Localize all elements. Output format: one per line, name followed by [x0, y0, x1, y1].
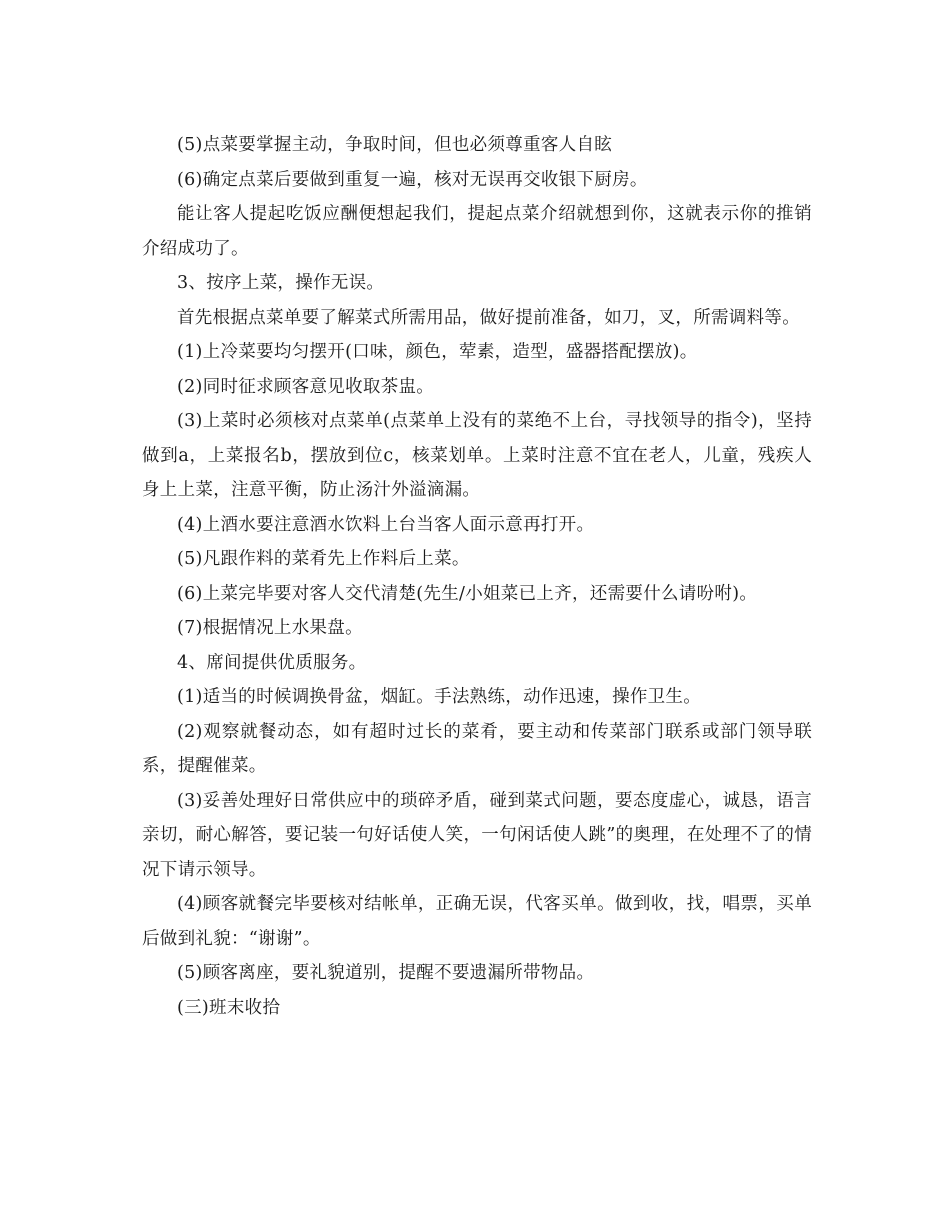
- paragraph: 首先根据点菜单要了解菜式所需用品，做好提前准备，如刀，叉，所需调料等。: [177, 307, 800, 328]
- list-item: (5)顾客离座，要礼貌道别，提醒不要遗漏所带物品。: [177, 963, 595, 983]
- list-item: (2)观察就餐动态，如有超时过长的菜肴，要主动和传菜部门联系或部门领导联系，提醒催菜。: [142, 721, 812, 776]
- paragraph: (6)确定点菜后要做到重复一遍，核对无误再交收银下厨房。: [177, 169, 648, 190]
- section-heading: 4、席间提供优质服务。: [177, 652, 367, 673]
- paragraph: (5)点菜要掌握主动，争取时间，但也必须尊重客人自眩: [177, 135, 613, 155]
- list-item: (4)上酒水要注意酒水饮料上台当客人面示意再打开。: [177, 514, 595, 535]
- list-item: (3)上菜时必须核对点菜单(点菜单上没有的菜绝不上台，寻找领导的指令)，坚持做到a，上菜报名b，摆放到位c，核菜划单。上菜时注意不宜在老人，儿童，残疾人身上上菜，注意平衡，防止汤汁外溢滴漏。: [142, 411, 812, 500]
- list-item: (4)顾客就餐完毕要核对结帐单，正确无误，代客买单。做到收，找，唱票，买单后做到礼貌：“谢谢”。: [142, 894, 812, 949]
- section-heading: (三)班末收拾: [177, 997, 281, 1018]
- list-item: (2)同时征求顾客意见收取茶盅。: [177, 376, 435, 397]
- list-item: (3)妥善处理好日常供应中的琐碎矛盾，碰到菜式问题，要态度虚心，诚恳，语言亲切，耐心解答，要记装一句好话使人笑，一句闲话使人跳”的奥理，在处理不了的情况下请示领导。: [142, 790, 812, 880]
- list-item: (5)凡跟作料的菜肴先上作料后上菜。: [177, 549, 470, 569]
- paragraph: 能让客人提起吃饭应酬便想起我们，提起点菜介绍就想到你，这就表示你的推销介绍成功了。: [142, 204, 812, 259]
- section-heading: 3、按序上菜，操作无误。: [177, 273, 385, 293]
- document-body: [142, 128, 812, 1025]
- list-item: (1)适当的时候调换骨盆，烟缸。手法熟练，动作迅速，操作卫生。: [177, 687, 702, 707]
- list-item: (6)上菜完毕要对客人交代清楚(先生/小姐菜已上齐，还需要什么请吩咐)。: [177, 583, 758, 604]
- list-item: (1)上冷菜要均匀摆开(口味，颜色，荤素，造型，盛器搭配摆放)。: [177, 342, 698, 362]
- list-item: (7)根据情况上水果盘。: [177, 618, 363, 638]
